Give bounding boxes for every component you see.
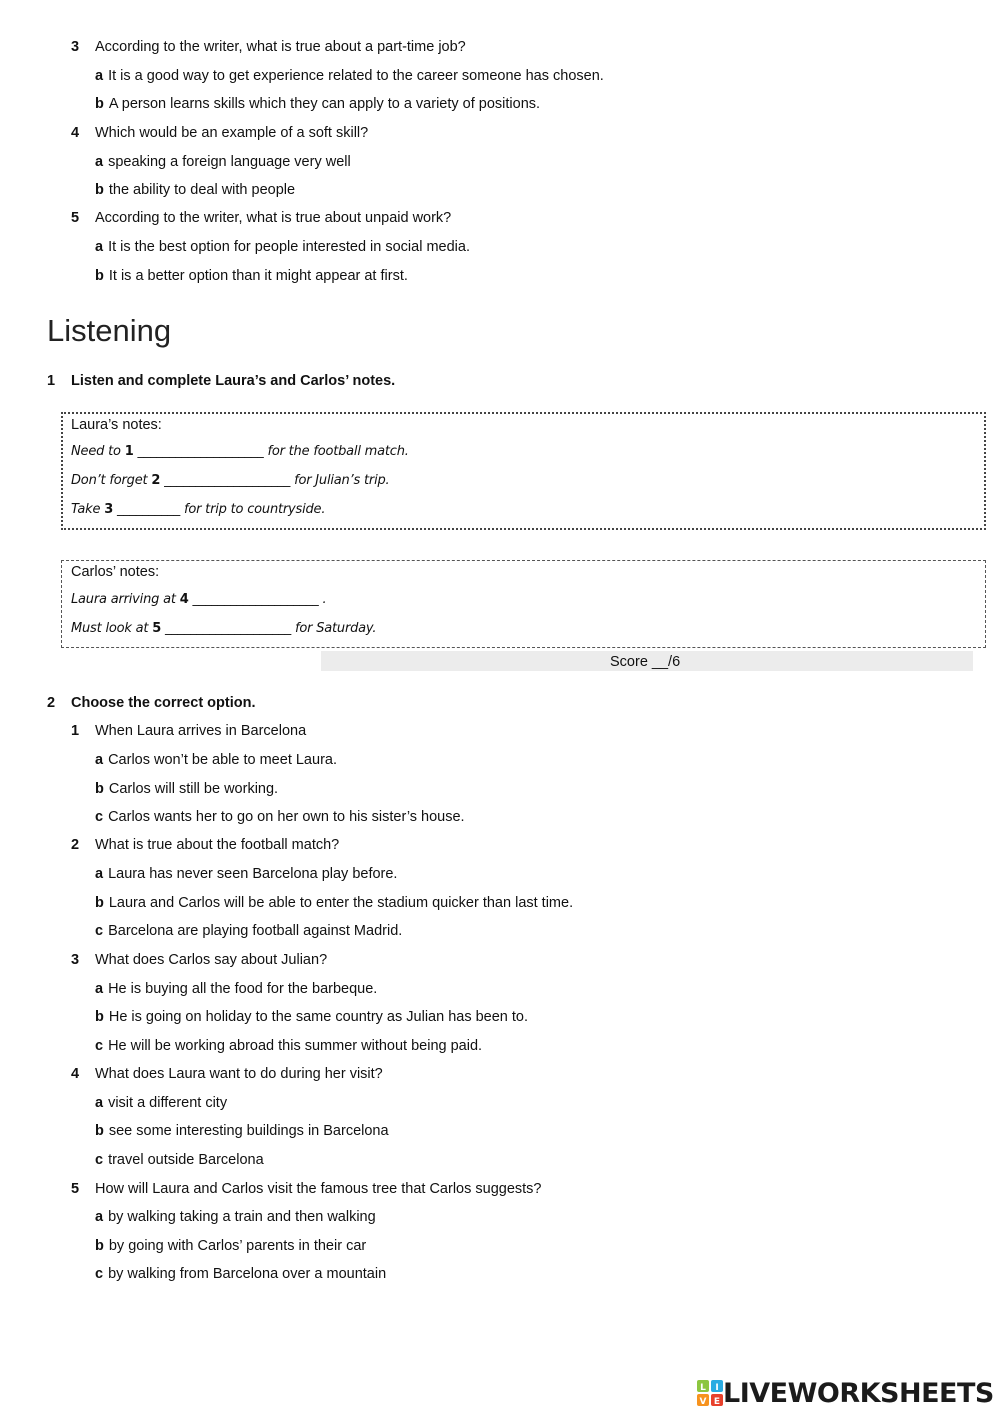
option-text: It is the best option for people interested in social media. xyxy=(108,239,470,255)
option-text: by going with Carlos’ parents in their car xyxy=(108,1238,367,1254)
ex2-question-1 xyxy=(71,723,306,739)
exercise-number: 1 xyxy=(47,373,56,389)
option-text: A person learns skills which they can apply to a variety of positions. xyxy=(108,96,541,112)
option-letter: b xyxy=(95,1009,104,1025)
ex2-question-4 xyxy=(71,1066,383,1082)
option-5b[interactable] xyxy=(95,268,408,284)
note-suffix: for Julian’s trip. xyxy=(294,473,390,488)
gap-number: 4 xyxy=(179,592,189,607)
option-text: by walking from Barcelona over a mountain xyxy=(108,1266,387,1282)
exercise-2-instruction xyxy=(47,695,256,711)
question-number: 4 xyxy=(71,125,80,141)
question-text: What is true about the football match? xyxy=(95,837,340,853)
exercise-number: 2 xyxy=(47,695,56,711)
gap-number: 1 xyxy=(124,444,134,459)
option-letter: a xyxy=(95,752,104,768)
option-3a[interactable] xyxy=(95,68,604,84)
option-letter: a xyxy=(95,154,104,170)
option-text: Carlos won’t be able to meet Laura. xyxy=(108,752,337,768)
option-text: the ability to deal with people xyxy=(108,182,296,198)
ex2-option-4b[interactable] xyxy=(95,1123,389,1139)
option-letter: b xyxy=(95,1238,104,1254)
option-text: Carlos wants her to go on her own to his sister’s house. xyxy=(108,809,465,825)
note-prefix: Take xyxy=(71,502,101,517)
question-text: How will Laura and Carlos visit the famous tree that Carlos suggests? xyxy=(95,1181,542,1197)
ex2-option-4a[interactable] xyxy=(95,1095,227,1111)
option-4b[interactable] xyxy=(95,182,295,198)
carlos-notes-title: Carlos’ notes: xyxy=(71,564,160,580)
option-5a[interactable] xyxy=(95,239,470,255)
liveworksheets-logo-icon xyxy=(697,1380,723,1406)
ex2-option-2a[interactable] xyxy=(95,866,397,882)
option-letter: a xyxy=(95,866,104,882)
ex2-question-5 xyxy=(71,1181,541,1197)
question-number: 5 xyxy=(71,1181,80,1197)
note-prefix: Don’t forget xyxy=(71,473,148,488)
laura-note-2 xyxy=(71,473,389,488)
option-text: Carlos will still be working. xyxy=(108,781,279,797)
question-5 xyxy=(71,210,451,226)
option-letter: b xyxy=(95,781,104,797)
question-text: When Laura arrives in Barcelona xyxy=(95,723,307,739)
option-text: It is a good way to get experience related to the career someone has chosen. xyxy=(108,68,604,84)
note-suffix: for trip to countryside. xyxy=(183,502,326,517)
note-prefix: Need to xyxy=(71,444,121,459)
gap-blank[interactable]: ____________________ xyxy=(192,592,319,607)
instruction-text: Choose the correct option. xyxy=(71,695,256,711)
section-heading-listening: Listening xyxy=(47,313,172,348)
option-text: It is a better option than it might appear at first. xyxy=(108,268,408,284)
option-letter: a xyxy=(95,239,104,255)
question-number: 3 xyxy=(71,39,80,55)
gap-blank[interactable]: ____________________ xyxy=(137,444,264,459)
gap-blank[interactable]: ____________________ xyxy=(165,621,292,636)
note-suffix: for the football match. xyxy=(267,444,409,459)
ex2-option-5c[interactable] xyxy=(95,1266,386,1282)
option-text: see some interesting buildings in Barcelona xyxy=(108,1123,389,1139)
ex2-option-3c[interactable] xyxy=(95,1038,482,1054)
option-text: He will be working abroad this summer without being paid. xyxy=(108,1038,483,1054)
score-text: Score __/6 xyxy=(610,654,681,670)
question-text: According to the writer, what is true about a part-time job? xyxy=(95,39,466,55)
note-prefix: Laura arriving at xyxy=(71,592,176,607)
ex2-option-5b[interactable] xyxy=(95,1238,366,1254)
question-number: 3 xyxy=(71,952,80,968)
logo-text: LIVEWORKSHEETS xyxy=(723,1377,994,1409)
gap-number: 3 xyxy=(104,502,114,517)
logo-letter: L xyxy=(700,1383,706,1393)
question-number: 1 xyxy=(71,723,80,739)
gap-blank[interactable]: __________ xyxy=(117,502,181,517)
option-letter: b xyxy=(95,895,104,911)
note-suffix: for Saturday. xyxy=(295,621,377,636)
option-letter: b xyxy=(95,182,104,198)
option-text: visit a different city xyxy=(108,1095,228,1111)
option-text: by walking taking a train and then walking xyxy=(108,1209,376,1225)
option-text: He is going on holiday to the same country as Julian has been to. xyxy=(108,1009,529,1025)
option-text: Laura and Carlos will be able to enter the stadium quicker than last time. xyxy=(108,895,574,911)
laura-note-3 xyxy=(71,502,325,517)
option-4a[interactable] xyxy=(95,154,351,170)
exercise-1-instruction xyxy=(47,373,395,389)
ex2-option-4c[interactable] xyxy=(95,1152,264,1168)
option-letter: a xyxy=(95,1209,104,1225)
question-number: 4 xyxy=(71,1066,80,1082)
laura-notes-title: Laura’s notes: xyxy=(71,417,162,433)
question-text: What does Carlos say about Julian? xyxy=(95,952,328,968)
question-3 xyxy=(71,39,466,55)
instruction-text: Listen and complete Laura’s and Carlos’ notes. xyxy=(71,373,396,389)
option-text: Laura has never seen Barcelona play before. xyxy=(108,866,398,882)
gap-blank[interactable]: ____________________ xyxy=(164,473,291,488)
ex2-option-3a[interactable] xyxy=(95,981,377,997)
ex2-option-1c[interactable] xyxy=(95,809,465,825)
carlos-note-5 xyxy=(71,621,376,636)
carlos-note-4 xyxy=(71,592,326,607)
question-text: What does Laura want to do during her visit? xyxy=(95,1066,383,1082)
gap-number: 5 xyxy=(152,621,162,636)
option-text: travel outside Barcelona xyxy=(108,1152,264,1168)
ex2-option-2b[interactable] xyxy=(95,895,573,911)
question-number: 5 xyxy=(71,210,80,226)
ex2-option-2c[interactable] xyxy=(95,923,402,939)
question-4 xyxy=(71,125,368,141)
ex2-option-1a[interactable] xyxy=(95,752,337,768)
option-letter: b xyxy=(95,96,104,112)
note-suffix: . xyxy=(322,592,327,607)
laura-note-1 xyxy=(71,444,409,459)
gap-number: 2 xyxy=(151,473,161,488)
option-letter: b xyxy=(95,1123,104,1139)
option-text: He is buying all the food for the barbeque. xyxy=(108,981,378,997)
option-letter: a xyxy=(95,68,104,84)
option-letter: b xyxy=(95,268,104,284)
ex2-option-5a[interactable] xyxy=(95,1209,376,1225)
option-letter: c xyxy=(95,1266,104,1282)
liveworksheets-logo[interactable] xyxy=(697,1378,994,1408)
logo-letter: E xyxy=(713,1397,721,1406)
ex2-option-3b[interactable] xyxy=(95,1009,528,1025)
option-3b[interactable] xyxy=(95,96,540,112)
question-number: 2 xyxy=(71,837,80,853)
ex2-question-3 xyxy=(71,952,327,968)
ex2-question-2 xyxy=(71,837,339,853)
question-text: Which would be an example of a soft skill? xyxy=(95,125,369,141)
option-letter: c xyxy=(95,809,104,825)
option-text: Barcelona are playing football against Madrid. xyxy=(108,923,403,939)
note-prefix: Must look at xyxy=(71,621,149,636)
option-letter: c xyxy=(95,1038,104,1054)
logo-letter: I xyxy=(715,1383,719,1393)
logo-letter: V xyxy=(699,1397,707,1406)
option-text: speaking a foreign language very well xyxy=(108,154,351,170)
option-letter: c xyxy=(95,1152,104,1168)
option-letter: a xyxy=(95,1095,104,1111)
option-letter: c xyxy=(95,923,104,939)
question-text: According to the writer, what is true about unpaid work? xyxy=(95,210,452,226)
ex2-option-1b[interactable] xyxy=(95,781,278,797)
option-letter: a xyxy=(95,981,104,997)
